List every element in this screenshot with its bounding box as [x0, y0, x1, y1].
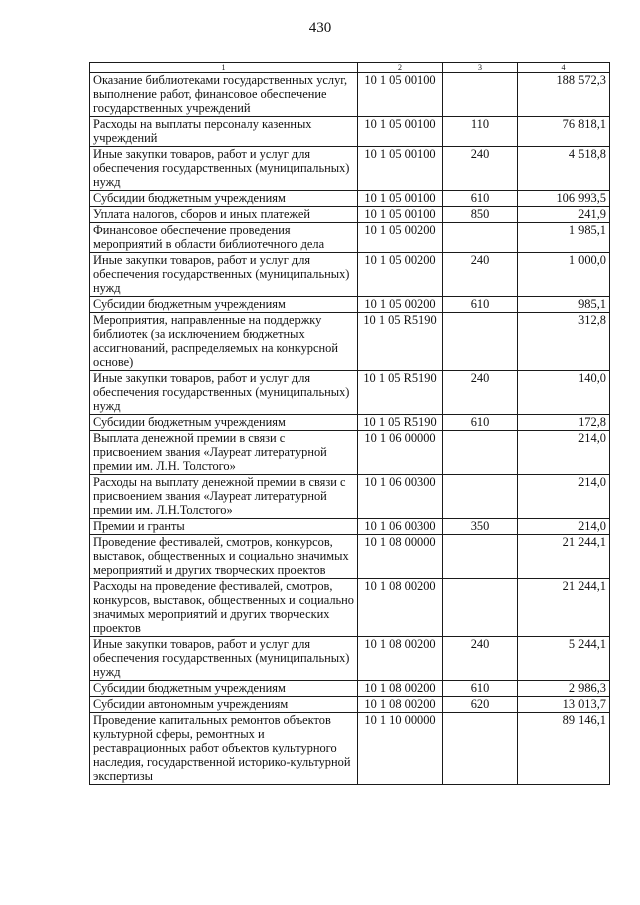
row-sum-cell: 21 244,1: [518, 579, 610, 637]
row-name-cell: Расходы на проведение фестивалей, смотров, конкурсов, выставок, общественных и социально значимых мероприятий и других творческих проектов: [90, 579, 358, 637]
table-row: [90, 475, 610, 519]
row-vr-cell: [443, 313, 518, 371]
row-vr-cell: 240: [443, 371, 518, 415]
row-vr-cell: [443, 223, 518, 253]
budget-table: [89, 62, 610, 785]
row-code-cell: 10 1 08 00200: [358, 681, 443, 697]
row-sum-cell: 13 013,7: [518, 697, 610, 713]
header-col-2: 2: [358, 63, 443, 73]
row-sum-cell: 2 986,3: [518, 681, 610, 697]
table-row: [90, 223, 610, 253]
table-row: [90, 191, 610, 207]
row-sum-cell: 106 993,5: [518, 191, 610, 207]
table-body: [90, 73, 610, 785]
row-code-cell: 10 1 05 00100: [358, 117, 443, 147]
row-sum-cell: 140,0: [518, 371, 610, 415]
row-sum-cell: 1 000,0: [518, 253, 610, 297]
row-vr-cell: 240: [443, 147, 518, 191]
row-sum-cell: 312,8: [518, 313, 610, 371]
row-code-cell: 10 1 05 00100: [358, 191, 443, 207]
table-row: [90, 415, 610, 431]
row-code-cell: 10 1 08 00000: [358, 535, 443, 579]
row-code-cell: 10 1 08 00200: [358, 637, 443, 681]
table-row: [90, 313, 610, 371]
table-row: [90, 297, 610, 313]
header-col-3: 3: [443, 63, 518, 73]
header-col-4: 4: [518, 63, 610, 73]
table-row: [90, 535, 610, 579]
row-vr-cell: [443, 73, 518, 117]
table-row: [90, 371, 610, 415]
row-vr-cell: [443, 431, 518, 475]
row-name-cell: Финансовое обеспечение проведения мероприятий в области библиотечного дела: [90, 223, 358, 253]
row-vr-cell: [443, 579, 518, 637]
row-name-cell: Уплата налогов, сборов и иных платежей: [90, 207, 358, 223]
row-sum-cell: 172,8: [518, 415, 610, 431]
row-vr-cell: 620: [443, 697, 518, 713]
table-row: [90, 253, 610, 297]
row-code-cell: 10 1 06 00000: [358, 431, 443, 475]
row-code-cell: 10 1 08 00200: [358, 697, 443, 713]
row-sum-cell: 214,0: [518, 475, 610, 519]
row-code-cell: 10 1 05 R5190: [358, 313, 443, 371]
table-row: [90, 681, 610, 697]
row-code-cell: 10 1 05 R5190: [358, 371, 443, 415]
row-code-cell: 10 1 06 00300: [358, 475, 443, 519]
row-name-cell: Проведение фестивалей, смотров, конкурсов, выставок, общественных и социально значимых мероприятий и других творческих проектов: [90, 535, 358, 579]
row-vr-cell: 240: [443, 637, 518, 681]
row-code-cell: 10 1 06 00300: [358, 519, 443, 535]
row-code-cell: 10 1 05 00200: [358, 253, 443, 297]
row-name-cell: Иные закупки товаров, работ и услуг для обеспечения государственных (муниципальных) нужд: [90, 371, 358, 415]
row-name-cell: Субсидии автономным учреждениям: [90, 697, 358, 713]
row-name-cell: Оказание библиотеками государственных услуг, выполнение работ, финансовое обеспечение государственных учреждений: [90, 73, 358, 117]
row-code-cell: 10 1 05 00100: [358, 207, 443, 223]
header-col-1: 1: [90, 63, 358, 73]
row-vr-cell: [443, 475, 518, 519]
row-code-cell: 10 1 05 R5190: [358, 415, 443, 431]
table-header: [90, 63, 610, 73]
row-name-cell: Расходы на выплату денежной премии в связи с присвоением звания «Лауреат литературной премии им. Л.Н.Толстого»: [90, 475, 358, 519]
row-vr-cell: [443, 535, 518, 579]
row-vr-cell: [443, 713, 518, 785]
row-code-cell: 10 1 05 00100: [358, 73, 443, 117]
row-name-cell: Расходы на выплаты персоналу казенных учреждений: [90, 117, 358, 147]
row-sum-cell: 89 146,1: [518, 713, 610, 785]
table-row: [90, 713, 610, 785]
row-sum-cell: 985,1: [518, 297, 610, 313]
row-vr-cell: 350: [443, 519, 518, 535]
row-sum-cell: 188 572,3: [518, 73, 610, 117]
table-row: [90, 147, 610, 191]
table-row: [90, 697, 610, 713]
table-row: [90, 519, 610, 535]
row-name-cell: Выплата денежной премии в связи с присвоением звания «Лауреат литературной премии им. Л.Н. Толстого»: [90, 431, 358, 475]
table-row: [90, 73, 610, 117]
table-row: [90, 637, 610, 681]
row-name-cell: Субсидии бюджетным учреждениям: [90, 415, 358, 431]
row-name-cell: Субсидии бюджетным учреждениям: [90, 191, 358, 207]
row-sum-cell: 21 244,1: [518, 535, 610, 579]
row-code-cell: 10 1 05 00200: [358, 297, 443, 313]
table-row: [90, 117, 610, 147]
row-sum-cell: 214,0: [518, 519, 610, 535]
row-vr-cell: 610: [443, 681, 518, 697]
row-sum-cell: 5 244,1: [518, 637, 610, 681]
table-row: [90, 579, 610, 637]
row-vr-cell: 610: [443, 415, 518, 431]
row-name-cell: Иные закупки товаров, работ и услуг для обеспечения государственных (муниципальных) нужд: [90, 637, 358, 681]
header-row: [90, 63, 610, 73]
row-name-cell: Субсидии бюджетным учреждениям: [90, 681, 358, 697]
row-name-cell: Субсидии бюджетным учреждениям: [90, 297, 358, 313]
row-vr-cell: 240: [443, 253, 518, 297]
row-vr-cell: 610: [443, 191, 518, 207]
row-sum-cell: 214,0: [518, 431, 610, 475]
row-sum-cell: 241,9: [518, 207, 610, 223]
page-number: 430: [308, 20, 332, 36]
row-code-cell: 10 1 05 00100: [358, 147, 443, 191]
row-code-cell: 10 1 05 00200: [358, 223, 443, 253]
row-name-cell: Иные закупки товаров, работ и услуг для обеспечения государственных (муниципальных) нужд: [90, 147, 358, 191]
row-vr-cell: 610: [443, 297, 518, 313]
row-vr-cell: 110: [443, 117, 518, 147]
row-sum-cell: 1 985,1: [518, 223, 610, 253]
row-name-cell: Премии и гранты: [90, 519, 358, 535]
row-vr-cell: 850: [443, 207, 518, 223]
row-sum-cell: 4 518,8: [518, 147, 610, 191]
row-name-cell: Проведение капитальных ремонтов объектов культурной сферы, ремонтных и реставрационных работ объектов культурного наследия, государственной историко-культурной экспертизы: [90, 713, 358, 785]
row-name-cell: Иные закупки товаров, работ и услуг для обеспечения государственных (муниципальных) нужд: [90, 253, 358, 297]
table-row: [90, 207, 610, 223]
table-row: [90, 431, 610, 475]
row-sum-cell: 76 818,1: [518, 117, 610, 147]
row-name-cell: Мероприятия, направленные на поддержку библиотек (за исключением бюджетных ассигнований, распределяемых на конкурсной основе): [90, 313, 358, 371]
row-code-cell: 10 1 08 00200: [358, 579, 443, 637]
row-code-cell: 10 1 10 00000: [358, 713, 443, 785]
